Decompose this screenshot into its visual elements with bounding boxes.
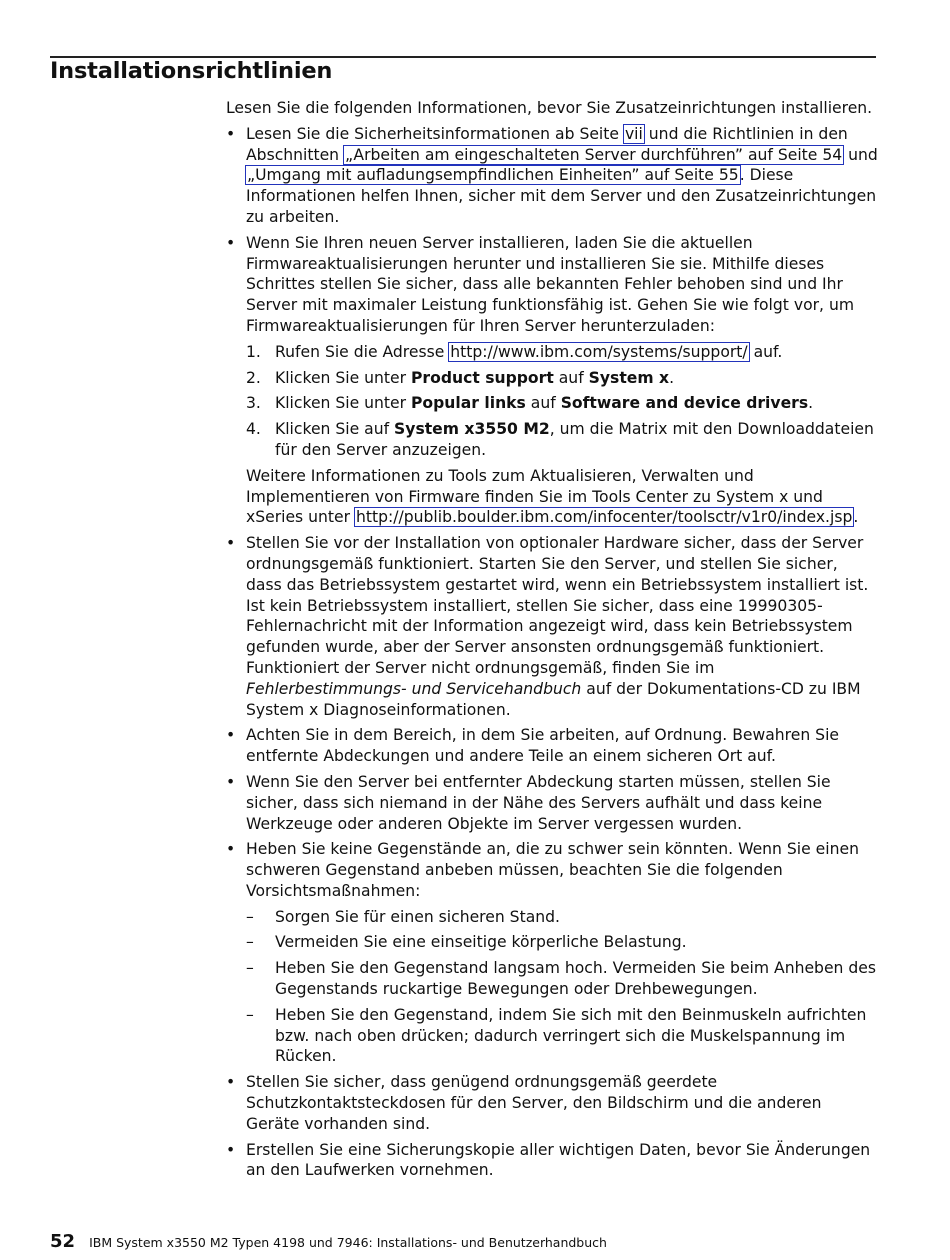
lifting-precautions: [246, 907, 878, 1068]
step-3: 3. Klicken Sie unter Popular links auf Software and device drivers.: [246, 394, 814, 413]
bullet-firmware: • Wenn Sie Ihren neuen Server installieren, laden Sie die aktuellen Firmwareaktualisierungen herunter und installieren Sie sie. Mithilfe dieses Schrittes stellen Sie sicher, dass alle bekannten Fehler behoben sind und Ihr Server mit maximaler Leistung funktionsfähig ist. Gehen Sie wie folgt vor, um Firmwareaktualisierungen für Ihren Server herunterzuladen: 1. Rufen Sie die Adresse http://www.ibm.com/systems/support/ auf. 2. Klicken Sie unter Product support auf System x. 3. Klicken Sie unter Popular links auf Software and device drivers. 4. Klicken Sie auf System x3550 M2, um die Matrix mit den Downloaddateien für den Server anzuzeigen. Weitere Informationen zu Tools zum Aktualisieren, Verwalten und Implementieren von Firmware finden Sie im Tools Center zu System x und xSeries unter http://publib.boulder.ibm.com/infocenter/toolsctr/v1r0/index.jsp.: [226, 233, 878, 528]
link-page-vii[interactable]: vii: [624, 124, 643, 143]
bullet-verify-hardware: • Stellen Sie vor der Installation von optionaler Hardware sicher, dass der Server ordnungsgemäß funktioniert. Starten Sie den Server, und stellen Sie sicher, dass das Betriebssystem gestartet wird, wenn ein Betriebssystem installiert ist. Ist kein Betriebssystem installiert, stellen Sie sicher, dass eine 19990305-Fehlernachricht mit der Information angezeigt wird, dass kein Betriebssystem gefunden wurde, aber der Server ansonsten ordnungsgemäß funktioniert. Funktioniert der Server nicht ordnungsgemäß, finden Sie im Fehlerbestimmungs- und Servicehandbuch auf der Dokumentations-CD zu IBM System x Diagnoseinformationen.: [226, 533, 878, 720]
step-1: 1. Rufen Sie die Adresse http://www.ibm.com/systems/support/ auf.: [246, 342, 783, 361]
precaution-2: – Vermeiden Sie eine einseitige körperliche Belastung.: [246, 933, 687, 952]
firmware-steps: [246, 342, 878, 461]
step-4: 4. Klicken Sie auf System x3550 M2, um die Matrix mit den Downloaddateien für den Server anzuzeigen.: [246, 420, 874, 459]
page-title: Installationsrichtlinien: [50, 58, 333, 84]
link-ibm-support[interactable]: http://www.ibm.com/systems/support/: [450, 342, 748, 361]
link-tools-center[interactable]: http://publib.boulder.ibm.com/infocenter/toolsctr/v1r0/index.jsp: [355, 508, 853, 527]
link-hot-server[interactable]: „Arbeiten am eingeschalteten Server durchführen” auf Seite 54: [345, 145, 843, 164]
main-content: [226, 98, 878, 1186]
precaution-4: – Heben Sie den Gegenstand, indem Sie sich mit den Beinmuskeln aufrichten bzw. nach oben drücken; dadurch verringert sich die Muskelspannung im Rücken.: [246, 1005, 867, 1066]
bullet-cover-removed: • Wenn Sie den Server bei entfernter Abdeckung starten müssen, stellen Sie sicher, dass sich niemand in der Nähe des Servers aufhält und dass keine Werkzeuge oder anderen Objekte im Server vergessen wurden.: [226, 772, 878, 834]
link-static-sensitive[interactable]: „Umgang mit aufladungsempfindlichen Einheiten” auf Seite 55: [247, 166, 739, 185]
bullet-tidy-workspace: • Achten Sie in dem Bereich, in dem Sie arbeiten, auf Ordnung. Bewahren Sie entfernte Abdeckungen und andere Teile an einem sicheren Ort auf.: [226, 725, 878, 767]
page-footer: [50, 1231, 607, 1252]
bullet-lifting: • Heben Sie keine Gegenstände an, die zu schwer sein könnten. Wenn Sie einen schweren Gegenstand anbeben müssen, beachten Sie die folgenden Vorsichtsmaßnahmen: – Sorgen Sie für einen sicheren Stand. – Vermeiden Sie eine einseitige körperliche Belastung. – Heben Sie den Gegenstand langsam hoch. Vermeiden Sie beim Anheben des Gegenstands ruckartige Bewegungen oder Drehbewegungen. – Heben Sie den Gegenstand, indem Sie sich mit den Beinmuskeln aufrichten bzw. nach oben drücken; dadurch verringert sich die Muskelspannung im Rücken.: [226, 839, 878, 1067]
intro-paragraph: Lesen Sie die folgenden Informationen, bevor Sie Zusatzeinrichtungen installieren.: [226, 99, 873, 117]
footer-title: IBM System x3550 M2 Typen 4198 und 7946: Installations- und Benutzerhandbuch: [89, 1235, 607, 1250]
page-number: 52: [50, 1231, 76, 1252]
precaution-3: – Heben Sie den Gegenstand langsam hoch. Vermeiden Sie beim Anheben des Gegenstands ruckartige Bewegungen oder Drehbewegungen.: [246, 959, 877, 999]
bullet-safety: • Lesen Sie die Sicherheitsinformationen ab Seite vii und die Richtlinien in den Abschnitten „Arbeiten am eingeschalteten Server durchführen” auf Seite 54 und „Umgang mit aufladungsempfindlichen Einheiten” auf Seite 55. Diese Informationen helfen Ihnen, sicher mit dem Server und den Zusatzeinrichtungen zu arbeiten.: [226, 124, 878, 228]
bullet-grounded-outlets: • Stellen Sie sicher, dass genügend ordnungsgemäß geerdete Schutzkontaktsteckdosen für den Server, den Bildschirm und die anderen Geräte vorhanden sind.: [226, 1072, 878, 1134]
precaution-1: – Sorgen Sie für einen sicheren Stand.: [246, 907, 560, 926]
step-2: 2. Klicken Sie unter Product support auf System x.: [246, 368, 675, 387]
bullet-backup: • Erstellen Sie eine Sicherungskopie aller wichtigen Daten, bevor Sie Änderungen an den Laufwerken vornehmen.: [226, 1140, 878, 1182]
firmware-note: Weitere Informationen zu Tools zum Aktualisieren, Verwalten und Implementieren von Firmware finden Sie im Tools Center zu System x und xSeries unter http://publib.boulder.ibm.com/infocenter/toolsctr/v1r0/index.jsp.: [246, 466, 859, 527]
